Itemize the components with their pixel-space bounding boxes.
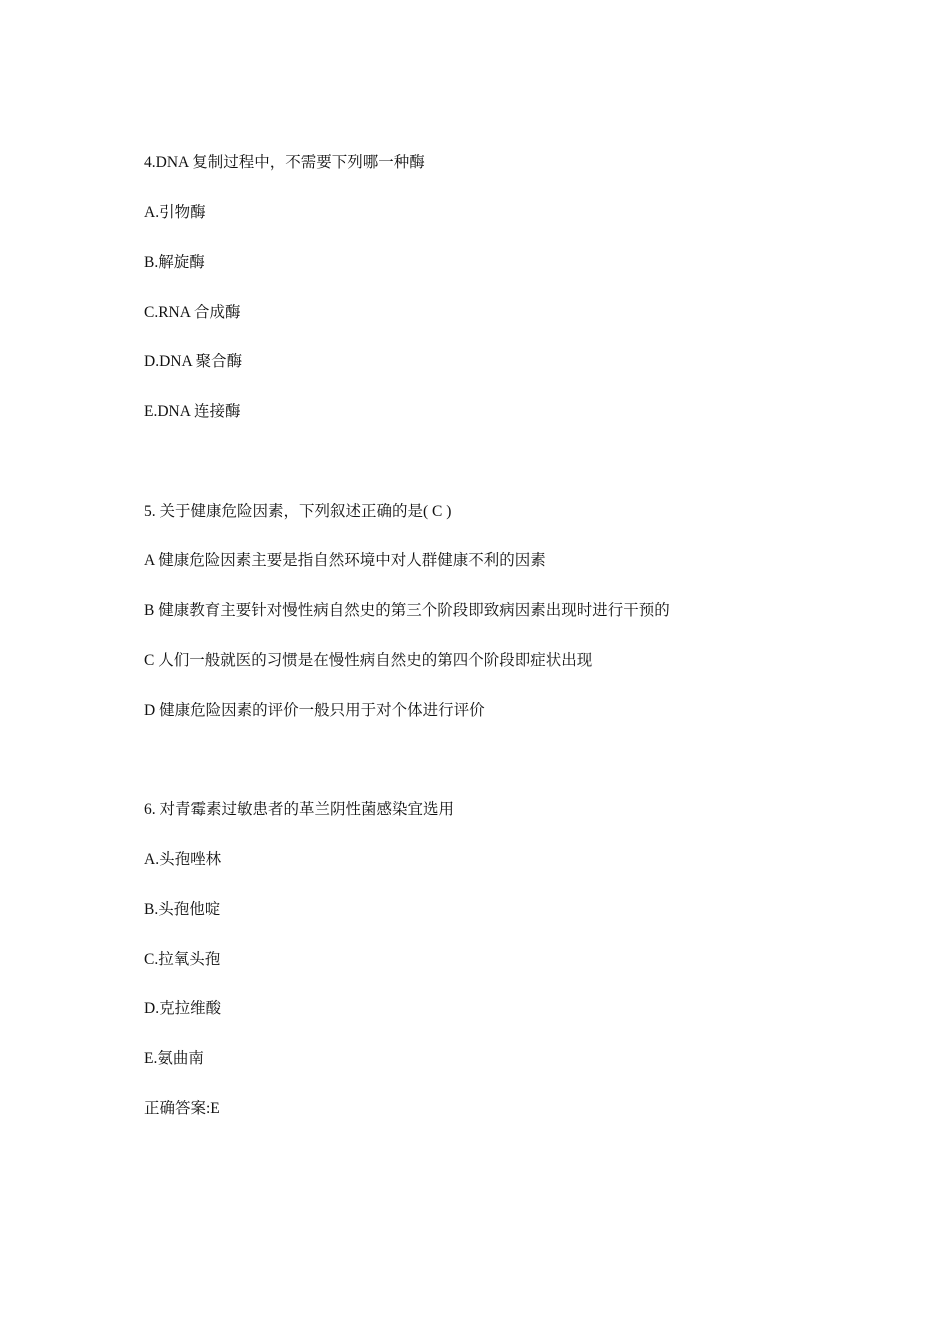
question-6-option-b: B.头孢他啶 bbox=[144, 901, 221, 918]
question-4-option-e: E.DNA 连接酶 bbox=[144, 403, 241, 420]
question-4-option-c: C.RNA 合成酶 bbox=[144, 304, 241, 321]
question-6-option-c: C.拉氧头孢 bbox=[144, 951, 221, 968]
question-5-stem: 5. 关于健康危险因素，下列叙述正确的是( C ) bbox=[144, 503, 452, 520]
question-5-option-c: C 人们一般就医的习惯是在慢性病自然史的第四个阶段即症状出现 bbox=[144, 652, 593, 669]
question-6-option-d: D.克拉维酸 bbox=[144, 1000, 222, 1017]
question-6-option-a: A.头孢唑林 bbox=[144, 851, 222, 868]
question-5-option-a: A 健康危险因素主要是指自然环境中对人群健康不利的因素 bbox=[144, 552, 546, 569]
question-4-option-b: B.解旋酶 bbox=[144, 254, 205, 271]
question-6-answer: 正确答案:E bbox=[144, 1100, 220, 1117]
question-4-stem: 4.DNA 复制过程中，不需要下列哪一种酶 bbox=[144, 154, 425, 171]
question-4-option-a: A.引物酶 bbox=[144, 204, 206, 221]
question-6-option-e: E.氨曲南 bbox=[144, 1050, 204, 1067]
question-5-option-d: D 健康危险因素的评价一般只用于对个体进行评价 bbox=[144, 702, 485, 719]
question-4-option-d: D.DNA 聚合酶 bbox=[144, 353, 243, 370]
question-6-stem: 6. 对青霉素过敏患者的革兰阴性菌感染宜选用 bbox=[144, 801, 455, 818]
question-5-option-b: B 健康教育主要针对慢性病自然史的第三个阶段即致病因素出现时进行干预的 bbox=[144, 602, 670, 619]
